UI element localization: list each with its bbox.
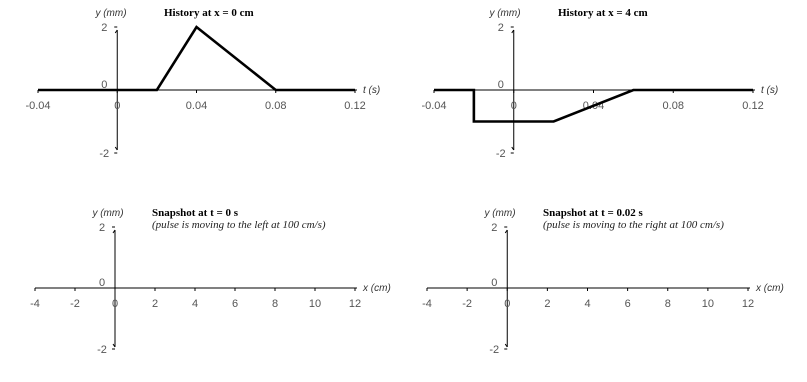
x-tick-label: -4 — [30, 298, 40, 310]
chart-subtitle: (pulse is moving to the left at 100 cm/s) — [152, 219, 326, 231]
chart-panel-4 — [422, 207, 784, 356]
chart-title: Snapshot at t = 0 s — [152, 207, 239, 219]
y-tick-label: 2 — [101, 22, 108, 34]
y-tick-label: -2 — [495, 148, 506, 160]
x-tick-label: 6 — [624, 298, 631, 310]
y-tick-label: -2 — [489, 344, 500, 356]
x-tick-label: 10 — [308, 298, 322, 310]
x-tick-label: -0.04 — [25, 100, 51, 112]
x-tick-label: 0.08 — [662, 100, 684, 112]
y-tick-label: 0 — [497, 79, 504, 91]
y-tick-label: 2 — [98, 222, 106, 234]
x-tick-label: 4 — [191, 298, 199, 310]
series-line — [434, 90, 753, 122]
series-line — [38, 27, 355, 90]
chart-panel-1 — [25, 7, 380, 160]
x-tick-label: 0.04 — [582, 100, 605, 112]
chart-panel-3 — [30, 207, 391, 356]
y-axis-label: y (mm) — [95, 8, 127, 19]
x-tick-label: 0.04 — [185, 100, 208, 112]
y-tick-label: 0 — [101, 79, 108, 91]
x-tick-label: 6 — [231, 298, 239, 310]
x-tick-label: 4 — [584, 298, 591, 310]
x-axis-label: t (s) — [363, 85, 381, 96]
y-tick-label: 0 — [98, 277, 106, 289]
x-tick-label: -2 — [462, 298, 473, 310]
x-tick-label: 0 — [114, 100, 121, 112]
x-tick-label: 12 — [741, 298, 755, 310]
x-tick-label: 2 — [151, 298, 159, 310]
x-tick-label: 0 — [111, 298, 119, 310]
x-tick-label: 0.12 — [742, 100, 764, 112]
y-tick-label: 2 — [491, 222, 498, 234]
x-tick-label: 12 — [348, 298, 362, 310]
x-tick-label: 8 — [271, 298, 279, 310]
y-axis-label: y (mm) — [484, 208, 516, 219]
x-tick-label: -0.04 — [421, 100, 447, 112]
x-tick-label: 8 — [664, 298, 671, 310]
x-tick-label: -4 — [422, 298, 432, 310]
x-tick-label: 0 — [504, 298, 511, 310]
y-tick-label: -2 — [99, 148, 110, 160]
y-tick-label: 2 — [497, 22, 504, 34]
x-axis-label: x (cm) — [756, 283, 784, 294]
chart-title: History at x = 4 cm — [558, 7, 648, 19]
x-tick-label: 2 — [544, 298, 551, 310]
chart-panel-2 — [421, 7, 778, 160]
y-tick-label: 0 — [491, 277, 498, 289]
x-tick-label: 10 — [701, 298, 714, 310]
x-tick-label: 0.12 — [344, 100, 366, 112]
y-tick-label: -2 — [97, 344, 107, 356]
chart-title: History at x = 0 cm — [164, 7, 254, 19]
x-tick-label: 0.08 — [265, 100, 287, 112]
x-tick-label: 0 — [510, 100, 517, 112]
x-axis-label: x (cm) — [363, 283, 391, 294]
x-tick-label: -2 — [70, 298, 80, 310]
chart-subtitle: (pulse is moving to the right at 100 cm/s) — [543, 219, 724, 231]
y-axis-label: y (mm) — [489, 8, 521, 19]
y-axis-label: y (mm) — [92, 208, 124, 219]
chart-title: Snapshot at t = 0.02 s — [543, 207, 643, 219]
x-axis-label: t (s) — [761, 85, 779, 96]
